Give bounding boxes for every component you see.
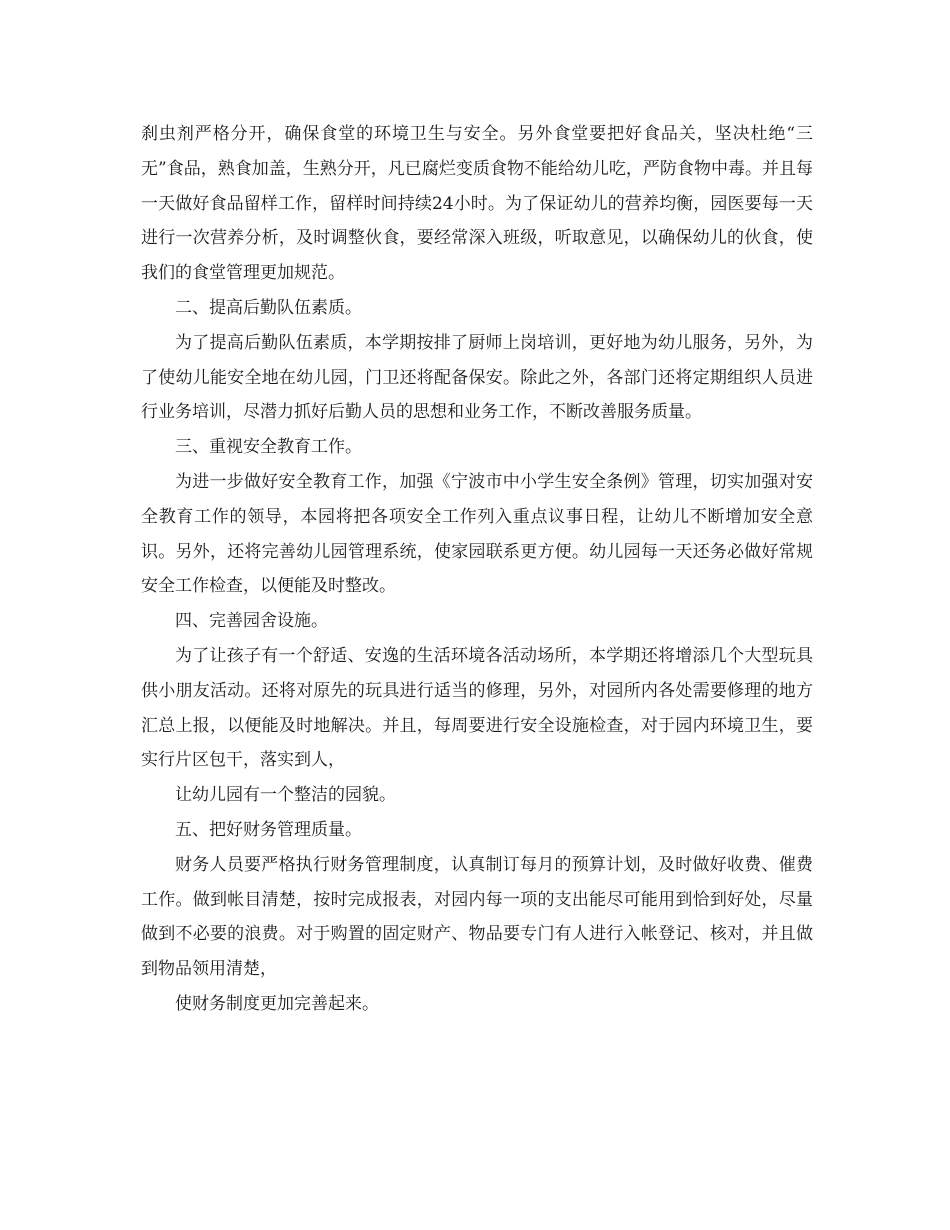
paragraph-facilities: 为了让孩子有一个舒适、安逸的生活环境各活动场所，本学期还将增添几个大型玩具供小朋友活动。还将对原先的玩具进行适当的修理，另外，对园所内各处需要修理的地方汇总上报，以便能及时地解决。并且，每周要进行安全设施检查，对于园内环境卫生，要实行片区包干，落实到人， xyxy=(141,645,813,771)
heading-safety-education: 三、重视安全教育工作。 xyxy=(175,437,362,458)
heading-facilities: 四、完善园舍设施。 xyxy=(175,611,328,632)
heading-logistics-team: 二、提高后勤队伍素质。 xyxy=(175,297,362,318)
paragraph-finance: 财务人员要严格执行财务管理制度，认真制订每月的预算计划，及时做好收费、催费工作。做到帐目清楚，按时完成报表，对园内每一项的支出能尽可能用到恰到好处，尽量做到不必要的浪费。对于购置的固定财产、物品要专门有人进行入帐登记、核对，并且做到物品领用清楚， xyxy=(141,854,813,980)
paragraph-logistics-team: 为了提高后勤队伍素质，本学期按排了厨师上岗培训，更好地为幼儿服务，另外，为了使幼儿能安全地在幼儿园，门卫还将配备保安。除此之外，各部门还将定期组织人员进行业务培训，尽潜力抓好后勤人员的思想和业务工作，不断改善服务质量。 xyxy=(141,332,813,423)
paragraph-facilities-tail: 让幼儿园有一个整洁的园貌。 xyxy=(175,785,396,806)
paragraph-finance-tail: 使财务制度更加完善起来。 xyxy=(175,993,379,1014)
paragraph-food-safety: 刹虫剂严格分开，确保食堂的环境卫生与安全。另外食堂要把好食品关，坚决杜绝“三无”食品，熟食加盖，生熟分开，凡已腐烂变质食物不能给幼儿吃，严防食物中毒。并且每一天做好食品留样工作，留样时间持续24小时。为了保证幼儿的营养均衡，园医要每一天进行一次营养分析，及时调整伙食，要经常深入班级，听取意见，以确保幼儿的伙食，使我们的食堂管理更加规范。 xyxy=(141,124,813,284)
paragraph-safety-education: 为进一步做好安全教育工作，加强《宁波市中小学生安全条例》管理，切实加强对安全教育工作的领导，本园将把各项安全工作列入重点议事日程，让幼儿不断增加安全意识。另外，还将完善幼儿园管理系统，使家园联系更方便。幼儿园每一天还务必做好常规安全工作检查，以便能及时整改。 xyxy=(141,471,813,597)
heading-finance: 五、把好财务管理质量。 xyxy=(175,819,362,840)
document-body xyxy=(141,117,813,1022)
